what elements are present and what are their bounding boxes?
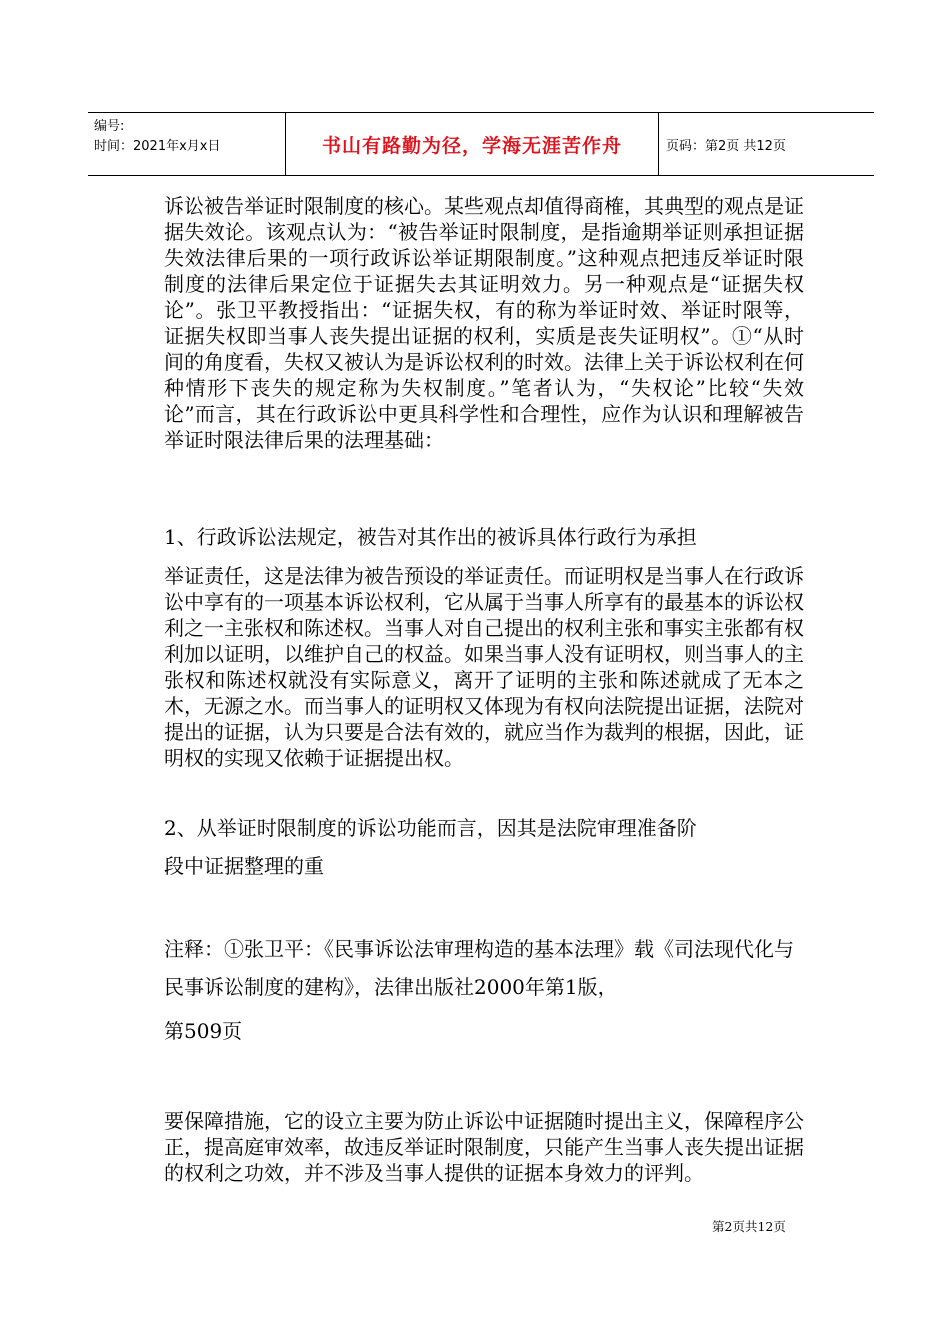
document-time-label: 时间：2021年x月x日 — [94, 139, 221, 154]
paragraph-5: 段中证据整理的重 — [164, 854, 324, 878]
page-header — [88, 112, 874, 176]
paragraph-2: 1、行政诉讼法规定，被告对其作出的被诉具体行政行为承担 — [164, 525, 697, 549]
header-motto: 书山有路勤为径，学海无涯苦作舟 — [285, 113, 659, 175]
paragraph-4: 2、从举证时限制度的诉讼功能而言，因其是法院审理准备阶 — [164, 816, 697, 840]
paragraph-6: 要保障措施，它的设立主要为防止诉讼中证据随时提出主义，保障程序公正，提高庭审效率，故违反举证时限制度，只能产生当事人丧失提出证据的权利之功效，并不涉及当事人提供的证据本身效力的评判。 — [164, 1109, 804, 1185]
document-number-label: 编号: — [94, 119, 125, 134]
page-footer: 第2页共12页 — [712, 1219, 786, 1234]
footnote-page: 第509页 — [164, 1019, 243, 1043]
paragraph-3: 举证责任，这是法律为被告预设的举证责任。而证明权是当事人在行政诉讼中享有的一项基本诉讼权利，它从属于当事人所享有的最基本的诉讼权利之一主张权和陈述权。当事人对自己提出的权利主张和事实主张都有权利加以证明，以维护自己的权益。如果当事人没有证明权，则当事人的主张权和陈述权就没有实际意义，离开了证明的主张和陈述就成了无本之木，无源之水。而当事人的证明权又体现为有权向法院提出证据，法院对提出的证据，认为只要是合法有效的，就应当作为裁判的根据，因此，证明权的实现又依赖于证据提出权。 — [164, 564, 804, 770]
footnote: 注释：①张卫平：《民事诉讼法审理构造的基本法理》载《司法现代化与民事诉讼制度的建构》，法律出版社2000年第1版， — [164, 937, 794, 999]
header-page-label: 页码：第2页 共12页 — [666, 138, 786, 154]
paragraph-1: 诉讼被告举证时限制度的核心。某些观点却值得商榷，其典型的观点是证据失效论。该观点认为：“被告举证时限制度，是指逾期举证则承担证据失效法律后果的一项行政诉讼举证期限制度。”这种观点把违反举证时限制度的法律后果定位于证据失去其证明效力。另一种观点是“证据失权论”。张卫平教授指出：“证据失权，有的称为举证时效、举证时限等，证据失权即当事人丧失提出证据的权利，实质是丧失证明权”。①“从时间的角度看，失权又被认为是诉讼权利的时效。法律上关于诉讼权利在何种情形下丧失的规定称为失权制度。”笔者认为，“失权论”比较“失效论”而言，其在行政诉讼中更具科学性和合理性，应作为认识和理解被告举证时限法律后果的法理基础： — [164, 194, 804, 452]
header-meta — [94, 117, 280, 157]
